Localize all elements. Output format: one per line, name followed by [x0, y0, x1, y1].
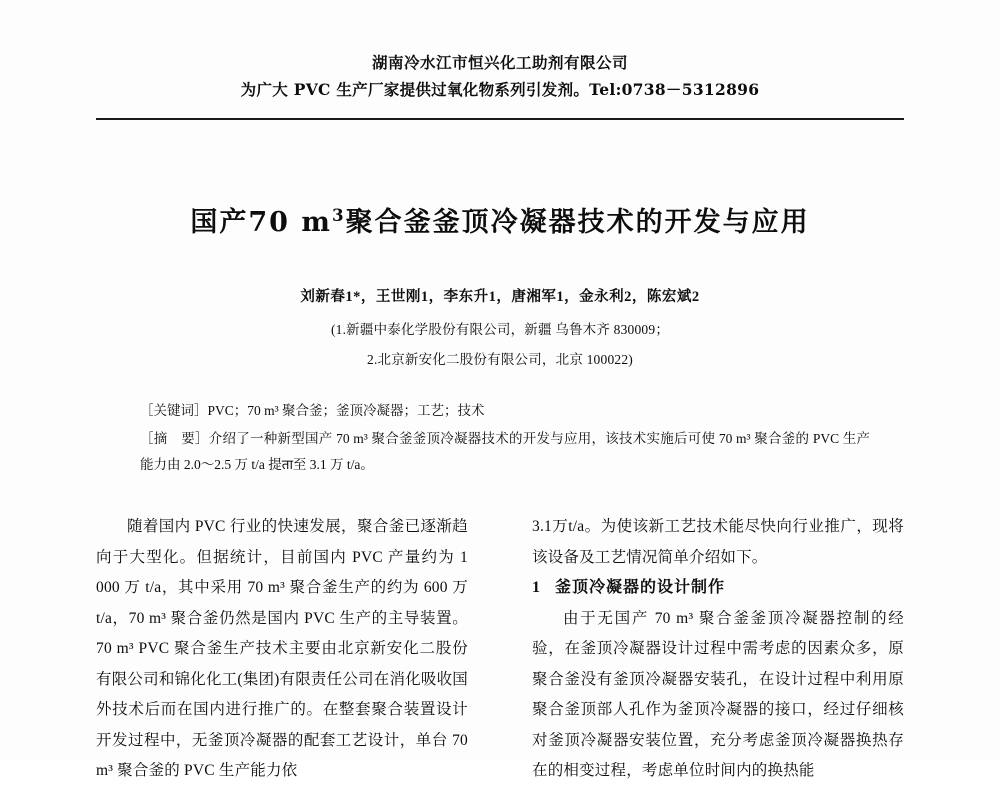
keywords-line: [140, 398, 870, 424]
header-divider: [96, 118, 904, 120]
abstract-text: 介绍了一种新型国产 70 m³ 聚合釜釜顶冷凝器技术的开发与应用，该技术实施后可使 70 m³ 聚合釜的 PVC 生产能力由 2.0～2.5 万 t/a 提ता至 3.1 万 t/a。: [140, 431, 870, 472]
ad-tagline: 为广大 PVC 生产厂家提供过氧化物系列引发剂。Tel:0738－5312896: [240, 80, 760, 99]
section-number: 1: [532, 579, 541, 596]
affiliation-2: 2.北京新安化二股份有限公司，北京 100022): [367, 352, 633, 367]
ad-company-name: 湖南冷水江市恒兴化工助剂有限公司: [371, 53, 628, 72]
affiliations: [96, 315, 904, 375]
keywords-label: ［关键词］: [140, 403, 208, 418]
paragraph-left-1: 随着国内 PVC 行业的快速发展，聚合釜已逐渐趋向于大型化。但据统计，目前国内 PVC 产量约为 1 000 万 t/a，其中采用 70 m³ 聚合釜生产的约为 600 万 t/a，70 m³ 聚合釜仍然是国内 PVC 生产的主导装置。70 m³ PVC 聚合釜生产技术主要由北京新安化二股份有限公司和锦化化工(集团)有限责任公司在消化吸收国外技术后而在国内进行推广的。在整套聚合装置设计开发过程中，无釜顶冷凝器的配套工艺设计，单台 70 m³ 聚合釜的 PVC 生产能力依: [96, 518, 468, 779]
paragraph-right-1: 3.1万t/a。为使该新工艺技术能尽快向行业推广，现将该设备及工艺情况简单介绍如下。: [532, 518, 904, 566]
affiliation-1: (1.新疆中泰化学股份有限公司，新疆 乌鲁木齐 830009；: [330, 322, 670, 337]
page-title: [96, 200, 904, 239]
title-part-before: 国产: [190, 207, 249, 238]
section-title: 釜顶冷凝器的设计制作: [555, 579, 726, 596]
title-part-after: 聚合釜釜顶冷凝器技术的开发与应用: [345, 207, 810, 238]
header-advertisement: [96, 52, 904, 102]
body-column-right: [532, 512, 904, 787]
article-metadata: [140, 398, 870, 478]
abstract-label: ［摘 要］: [140, 431, 209, 446]
abstract-block: [140, 426, 870, 478]
keywords-value: PVC；70 m³ 聚合釜；釜顶冷凝器；工艺；技术: [207, 403, 485, 418]
title-volume: 70 m: [248, 207, 332, 238]
author-list: 刘新春1*，王世刚1，李东升1，唐湘军1，金永利2，陈宏斌2: [300, 289, 700, 305]
section-heading-1: [532, 573, 904, 604]
title-superscript: 3: [331, 205, 346, 225]
paragraph-right-2: 由于无国产 70 m³ 聚合釜釜顶冷凝器控制的经验，在釜顶冷凝器设计过程中需考虑的因素众多，原聚合釜没有釜顶冷凝器安装孔，在设计过程中利用原聚合釜顶部人孔作为釜顶冷凝器的接口，经过仔细核对釜顶冷凝器安装位置，充分考虑釜顶冷凝器换热存在的相变过程，考虑单位时间内的换热能: [532, 609, 904, 779]
body-column-left: [96, 512, 468, 787]
